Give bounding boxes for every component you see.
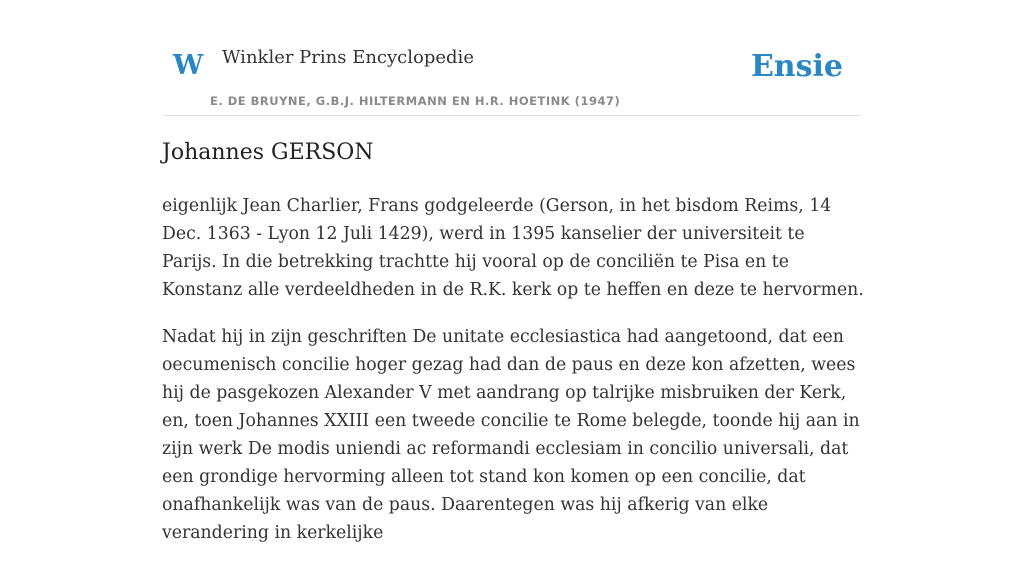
article-paragraph-1: eigenlijk Jean Charlier, Frans godgeleerde (Gerson, in het bisdom Reims, 14 Dec. 1363 - Lyon 12 Juli 1429), werd in 1395 kanselier der universiteit te Parijs. In die betrekking trachtte hij vooral op de conciliën te Pisa en te Konstanz alle verdeeldheden in de R.K. kerk op te heffen en deze te hervormen. <box>162 196 864 300</box>
article-title: Johannes GERSON <box>162 140 374 165</box>
publication-logo-icon[interactable]: W <box>173 50 204 81</box>
article-paragraph-2: Nadat hij in zijn geschriften De unitate ecclesiastica had aangetoond, dat een oecumenisch concilie hoger gezag had dan de paus en deze kon afzetten, wees hij de pasgekozen Alexander V met aandrang op talrijke misbruiken der Kerk, en, toen Johannes XXIII een tweede concilie te Rome belegde, toonde hij aan in zijn werk De modis uniendi ac reformandi ecclesiam in concilio universali, dat een grondige hervorming alleen tot stand kon komen op een concilie, dat onafhankelijk was van de paus. Daarentegen was hij afkerig van elke verandering in kerkelijke <box>162 327 860 543</box>
publication-title[interactable]: Winkler Prins Encyclopedie <box>222 47 474 68</box>
ensie-logo[interactable]: Ensie <box>750 49 843 84</box>
publication-authors: E. DE BRUYNE, G.B.J. HILTERMANN EN H.R. HOETINK (1947) <box>210 94 621 108</box>
article-body <box>162 192 864 566</box>
site-header <box>162 30 862 116</box>
